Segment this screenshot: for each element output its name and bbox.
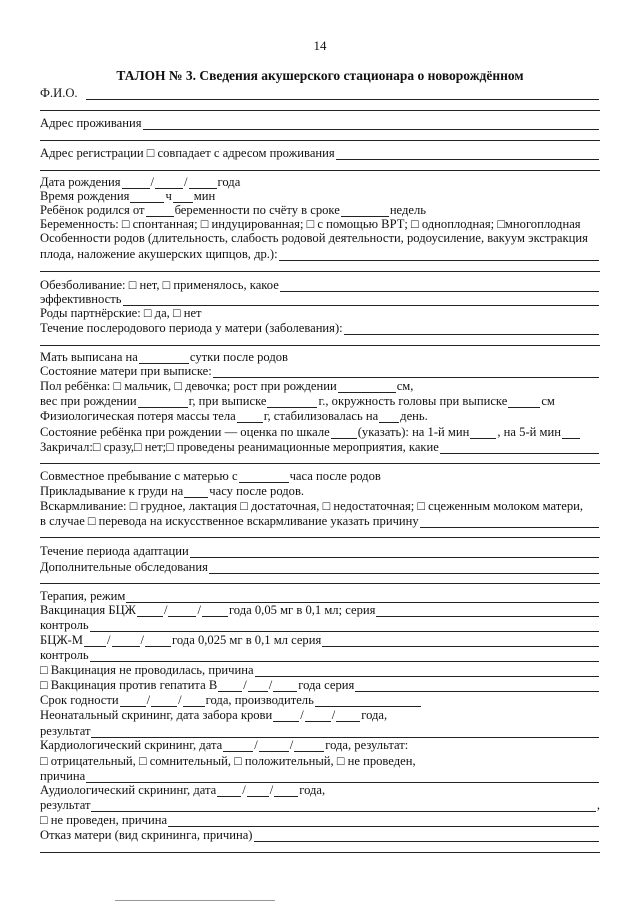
cohabitation-hour-field[interactable] <box>239 471 289 483</box>
labor-features-extra-line[interactable] <box>40 271 600 272</box>
additional-exams-row <box>40 560 600 574</box>
cardio-options[interactable]: □ отрицательный, □ сомнительный, □ положительный, □ не проведен, <box>40 754 416 768</box>
labor-features-row-2 <box>40 247 600 261</box>
bcgm-row: БЦЖ-М / / года 0,025 мг в 0,1 мл серия <box>40 633 600 647</box>
birth-hour-unit: ч <box>165 189 172 203</box>
neonatal-result-row <box>40 724 600 738</box>
neonatal-year-field[interactable] <box>336 710 360 722</box>
refusal-label: Отказ матери (вид скрининга, причина) <box>40 828 253 842</box>
birth-time-row <box>40 189 600 203</box>
breast-label: Прикладывание к груди на <box>40 484 184 498</box>
bcgm-month-field[interactable] <box>112 635 140 647</box>
pregnancy-number-field[interactable] <box>146 205 174 217</box>
hepb-option[interactable]: □ Вакцинация против гепатита В <box>40 678 218 692</box>
audio-result-label: результат <box>40 798 91 812</box>
effectiveness-label: эффективность <box>40 292 122 306</box>
bcgm-day-field[interactable] <box>84 635 106 647</box>
neonatal-result-field[interactable] <box>91 726 599 738</box>
expiry-day-field[interactable] <box>120 695 146 707</box>
fio-row <box>40 86 600 100</box>
birth-year-field[interactable] <box>189 177 217 189</box>
fio-extra-line[interactable] <box>40 110 600 111</box>
mother-state-label: Состояние матери при выписке: <box>40 364 212 378</box>
bcgm-control-label: контроль <box>40 648 89 662</box>
sex-row <box>40 379 600 393</box>
form-title: ТАЛОН № 3. Сведения акушерского стационара о новорождённом <box>116 68 524 83</box>
cardio-month-field[interactable] <box>259 740 289 752</box>
adaptation-row <box>40 544 600 558</box>
apgar-1min-field[interactable] <box>470 427 496 439</box>
discharge-weight-field[interactable] <box>267 396 317 408</box>
feeding-row-2 <box>40 514 600 528</box>
weight-loss-row <box>40 409 600 423</box>
weight-row <box>40 394 600 408</box>
weight-loss-label: Физиологическая потеря массы тела <box>40 409 236 423</box>
labor-features-label-2: плода, наложение акушерских щипцов, др.): <box>40 247 278 261</box>
bcg-day-field[interactable] <box>137 605 163 617</box>
audio-year-field[interactable] <box>274 785 298 797</box>
feeding-extra-line[interactable] <box>40 537 600 538</box>
expiry-label: Срок годности <box>40 693 119 707</box>
neonatal-label: Неонатальный скрининг, дата забора крови <box>40 708 273 722</box>
weight-loss-field[interactable] <box>237 411 263 423</box>
birth-minute-unit: мин <box>193 189 216 203</box>
breast-row <box>40 484 600 498</box>
address-residence-label: Адрес проживания <box>40 116 142 130</box>
bcg-control-label: контроль <box>40 618 89 632</box>
apgar-5min-label: , на 5-й мин <box>497 425 561 439</box>
bcgm-year-field[interactable] <box>145 635 171 647</box>
pregnancy-options[interactable]: Беременность: □ спонтанная; □ индуцированная; □ с помощью ВРТ; □ одноплодная; □многоплодная <box>40 217 581 231</box>
neonatal-row: Неонатальный скрининг, дата забора крови / / года, <box>40 708 388 722</box>
gestation-weeks-field[interactable] <box>341 205 389 217</box>
address-registration-field[interactable] <box>336 148 599 160</box>
birth-date-row: Дата рождения / / года <box>40 175 241 189</box>
scale-field[interactable] <box>331 427 357 439</box>
audio-day-field[interactable] <box>217 785 241 797</box>
bcgm-label: БЦЖ-М <box>40 633 84 647</box>
apgar-row <box>40 425 600 439</box>
address-residence-extra-line[interactable] <box>40 140 600 141</box>
audio-not-done-option[interactable]: □ не проведен, причина <box>40 813 168 827</box>
refusal-field[interactable] <box>254 830 600 842</box>
expiry-row: Срок годности / / года, производитель <box>40 693 600 707</box>
birth-time-label: Время рождения <box>40 189 130 203</box>
artificial-feeding-reason-field[interactable] <box>420 516 599 528</box>
audio-label: Аудиологический скрининг, дата <box>40 783 217 797</box>
cohabitation-label: Совместное пребывание с матерью с <box>40 469 238 483</box>
hepb-month-field[interactable] <box>248 680 268 692</box>
mother-discharged-suffix: сутки после родов <box>189 350 288 364</box>
feeding-options[interactable]: Вскармливание: □ грудное, лактация □ достаточная, □ недостаточная; □ сцеженным молоком матери, <box>40 499 584 513</box>
refusal-extra-line[interactable] <box>40 852 600 853</box>
bcg-month-field[interactable] <box>168 605 196 617</box>
labor-features-field[interactable] <box>279 249 599 261</box>
postpartum-field[interactable] <box>344 323 599 335</box>
manufacturer-label: года, производитель <box>205 693 314 707</box>
postpartum-extra-line[interactable] <box>40 345 600 346</box>
refusal-row <box>40 828 600 842</box>
artificial-feeding-option[interactable]: в случае □ перевода на искусственное вскармливание указать причину <box>40 514 419 528</box>
birth-length-field[interactable] <box>338 381 396 393</box>
address-residence-field[interactable] <box>143 118 599 130</box>
cardio-row: Кардиологический скрининг, дата / / года, результат: <box>40 738 409 752</box>
bcg-control-row <box>40 618 600 632</box>
hepb-series-label: года серия <box>298 678 355 692</box>
bcg-label: Вакцинация БЦЖ <box>40 603 136 617</box>
no-vaccination-option[interactable]: □ Вакцинация не проводилась, причина <box>40 663 254 677</box>
cohabitation-row <box>40 469 600 483</box>
anesthesia-field[interactable] <box>280 280 599 292</box>
birth-length-unit: см, <box>396 379 414 393</box>
born-from-row <box>40 203 600 217</box>
apgar-5min-field[interactable] <box>562 427 580 439</box>
page-number: 14 <box>313 38 327 53</box>
neonatal-month-field[interactable] <box>305 710 331 722</box>
address-residence-row <box>40 116 600 130</box>
audio-result-row <box>40 798 600 812</box>
postpartum-label: Течение послеродового периода у матери (заболевания): <box>40 321 343 335</box>
cardio-day-field[interactable] <box>223 740 253 752</box>
cardio-reason-field[interactable] <box>86 771 599 783</box>
bcgm-control-field[interactable] <box>90 650 599 662</box>
expiry-month-field[interactable] <box>151 695 177 707</box>
neonatal-result-label: результат <box>40 724 91 738</box>
adaptation-field[interactable] <box>190 546 599 558</box>
cardio-year-field[interactable] <box>294 740 324 752</box>
therapy-label: Терапия, режим <box>40 589 126 603</box>
born-from-term-label: беременности по счёту в сроке <box>174 203 340 217</box>
additional-exams-extra-line[interactable] <box>40 583 600 584</box>
audio-month-field[interactable] <box>247 785 269 797</box>
head-circumference-field[interactable] <box>508 396 540 408</box>
pregnancy-row <box>40 217 600 231</box>
cohabitation-suffix: часа после родов <box>289 469 381 483</box>
anesthesia-label[interactable]: Обезболивание: □ нет, □ применялось, какое <box>40 278 279 292</box>
fio-field[interactable] <box>86 88 599 100</box>
adaptation-label: Течение периода адаптации <box>40 544 189 558</box>
hepb-series-field[interactable] <box>355 680 599 692</box>
therapy-row <box>40 589 600 603</box>
feeding-row <box>40 499 600 513</box>
address-registration-row <box>40 146 600 160</box>
cry-extra-line[interactable] <box>40 463 600 464</box>
mother-discharged-label: Мать выписана на <box>40 350 138 364</box>
weight-stabilized-label: г, стабилизовалась на <box>263 409 379 423</box>
no-vaccination-reason-field[interactable] <box>255 665 599 677</box>
cardio-result-label: года, результат: <box>325 738 409 752</box>
birth-month-field[interactable] <box>155 177 183 189</box>
mother-state-row <box>40 364 600 378</box>
birth-weight-label: вес при рождении <box>40 394 137 408</box>
day-label: день. <box>400 409 428 423</box>
cardio-options-row <box>40 754 600 768</box>
weeks-label: недель <box>389 203 427 217</box>
labor-features-label: Особенности родов (длительность, слабость родовой деятельности, родоусиление, вакуум экстракция <box>40 231 588 245</box>
bcgm-control-row <box>40 648 600 662</box>
fio-label: Ф.И.О. <box>40 86 78 100</box>
audio-result-field[interactable] <box>91 800 595 812</box>
labor-features-row <box>40 231 600 245</box>
audio-result-comma: , <box>596 798 600 812</box>
audio-not-done-reason-field[interactable] <box>168 815 599 827</box>
therapy-field[interactable] <box>126 591 599 603</box>
cardio-label: Кардиологический скрининг, дата <box>40 738 223 752</box>
mother-discharged-row <box>40 350 600 364</box>
audio-year-label: года, <box>299 783 326 797</box>
birth-date-year-label: года <box>217 175 241 189</box>
hepb-row: □ Вакцинация против гепатита В / / года серия <box>40 678 600 692</box>
hepb-day-field[interactable] <box>218 680 242 692</box>
discharge-weight-label: г, при выписке <box>188 394 267 408</box>
anesthesia-row <box>40 278 600 292</box>
address-registration-extra-line[interactable] <box>40 170 600 171</box>
additional-exams-field[interactable] <box>209 562 599 574</box>
apgar-1min-label: (указать): на 1-й мин <box>357 425 470 439</box>
bcgm-dose-label: года 0,025 мг в 0,1 мл серия <box>172 633 322 647</box>
cry-row <box>40 440 600 454</box>
footer-divider <box>115 900 275 901</box>
audio-not-done-row <box>40 813 600 827</box>
birth-minute-field[interactable] <box>173 191 193 203</box>
expiry-year-field[interactable] <box>183 695 205 707</box>
bcg-control-field[interactable] <box>90 620 599 632</box>
birth-date-label: Дата рождения <box>40 175 121 189</box>
audio-row: Аудиологический скрининг, дата / / года, <box>40 783 326 797</box>
no-vaccination-row <box>40 663 600 677</box>
born-from-label: Ребёнок родился от <box>40 203 145 217</box>
effectiveness-row <box>40 292 600 306</box>
bcg-series-field[interactable] <box>376 605 599 617</box>
neonatal-day-field[interactable] <box>273 710 299 722</box>
breast-hour-field[interactable] <box>184 486 208 498</box>
partner-birth-options[interactable]: Роды партнёрские: □ да, □ нет <box>40 306 202 320</box>
cry-options[interactable]: Закричал:□ сразу,□ нет;□ проведены реанимационные мероприятия, какие <box>40 440 439 454</box>
bcg-year-field[interactable] <box>202 605 228 617</box>
additional-exams-label: Дополнительные обследования <box>40 560 208 574</box>
breast-suffix: часу после родов. <box>209 484 305 498</box>
bcg-dose-label: года 0,05 мг в 0,1 мл; серия <box>228 603 376 617</box>
cardio-reason-row <box>40 769 600 783</box>
weight-stabilized-day-field[interactable] <box>379 411 399 423</box>
cardio-reason-label: причина <box>40 769 86 783</box>
bcgm-series-field[interactable] <box>322 635 599 647</box>
bcg-row: Вакцинация БЦЖ / / года 0,05 мг в 0,1 мл; серия <box>40 603 600 617</box>
mother-discharged-day-field[interactable] <box>139 352 189 364</box>
mother-state-field[interactable] <box>213 366 599 378</box>
head-circumference-unit: см <box>541 394 555 408</box>
sex-options[interactable]: Пол ребёнка: □ мальчик, □ девочка; рост при рождении <box>40 379 337 393</box>
head-circumference-label: г., окружность головы при выписке <box>318 394 508 408</box>
partner-birth-row <box>40 306 600 320</box>
address-registration-label: Адрес регистрации □ совпадает с адресом проживания <box>40 146 335 160</box>
postpartum-row <box>40 321 600 335</box>
apgar-label: Состояние ребёнка при рождении — оценка по шкале <box>40 425 330 439</box>
hepb-year-field[interactable] <box>273 680 297 692</box>
birth-day-field[interactable] <box>122 177 150 189</box>
resuscitation-field[interactable] <box>440 442 599 454</box>
effectiveness-field[interactable] <box>123 294 600 306</box>
manufacturer-field[interactable] <box>315 695 421 707</box>
birth-weight-field[interactable] <box>138 396 188 408</box>
birth-hour-field[interactable] <box>130 191 164 203</box>
neonatal-year-label: года, <box>361 708 388 722</box>
